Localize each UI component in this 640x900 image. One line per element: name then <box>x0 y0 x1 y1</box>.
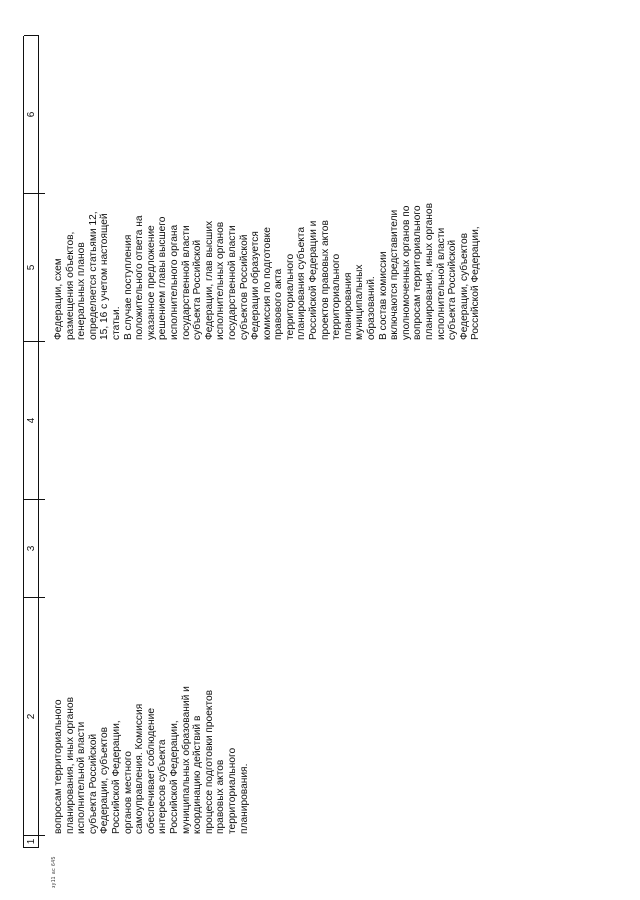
column-2-text: вопросам территориального планирования, иных органов исполнительной власти субъекта Российской Федерации, субъектов Российской Федерации, органов местного самоуправления. Комиссия обеспечивает соблюдение интересов субъекта Российской Федерации, муниципальных образований и координацию действий в процессе подготовки проектов правовых актов территориального планирования. <box>53 686 250 834</box>
column-number-6: 6 <box>24 35 39 193</box>
column-separator <box>39 341 45 342</box>
rotated-document-page <box>23 36 617 888</box>
column-separator <box>39 835 45 836</box>
margin-stamp: зу11 ас 645 <box>51 856 57 888</box>
table-header-row <box>23 36 39 848</box>
column-number-3: 3 <box>24 499 39 597</box>
column-separator <box>39 499 45 500</box>
column-5-text: Федерации, схем размещения объектов, генеральных планов определяется статьями 12, 15, 16 с учетом настоящей статьи. В случае поступления положительного ответа на указанное предложение решением главы высшего исполнительного органа государственной власти субъекта Российской Федерации, глав высших исполнительных органов государственной власти субъектов Российской Федерации образуется комиссия по подготовке правового акта территориального планирования субъекта Российской Федерации и проектов правовых актов территориального планирования муниципальных образований. В состав комиссии включаются представители уполномоченных органов по вопросам территориального планирования, иных органов исполнительной власти субъекта Российской Федерации, субъектов Российской Федерации, <box>53 203 482 340</box>
column-separator <box>39 193 45 194</box>
column-number-5: 5 <box>24 193 39 341</box>
column-number-2: 2 <box>24 597 39 835</box>
column-number-4: 4 <box>24 341 39 499</box>
column-separator <box>39 597 45 598</box>
column-number-1: 1 <box>24 835 39 847</box>
